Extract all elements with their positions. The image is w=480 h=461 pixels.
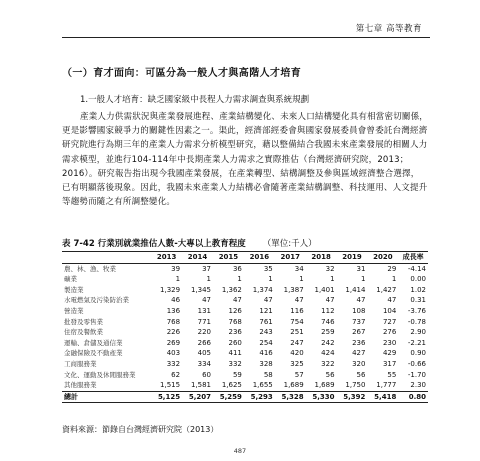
value-cell: 236 (228, 328, 242, 337)
employment-table (62, 251, 428, 403)
value-cell: 1,625 (221, 381, 242, 390)
value-cell: 259 (321, 328, 335, 337)
value-cell: 56 (325, 370, 335, 379)
value-cell: 328 (259, 359, 273, 368)
value-cell: 1 (206, 275, 211, 284)
value-cell: 416 (259, 349, 273, 358)
value-cell: 0.00 (410, 275, 426, 284)
header-cell: 2015 (218, 253, 239, 261)
value-cell: 236 (352, 338, 366, 347)
row-label-cell: 農、林、漁、牧業 (64, 264, 116, 273)
table-row (62, 380, 428, 391)
value-cell: 57 (294, 370, 304, 379)
table-row (62, 317, 428, 328)
value-cell: 47 (202, 296, 211, 305)
table-title (62, 237, 317, 249)
section-heading: （一）育才面向：可區分為一般人才與高階人才培育 (62, 68, 302, 79)
table-row (62, 338, 428, 349)
header-cell: 2014 (187, 253, 208, 261)
value-cell: 254 (259, 338, 273, 347)
header-cell: 成長率 (402, 253, 424, 261)
value-cell: 37 (202, 264, 211, 273)
value-cell: 737 (352, 317, 366, 326)
value-cell: 1,329 (160, 285, 181, 294)
value-cell: 1,374 (252, 285, 273, 294)
table-row (62, 263, 428, 274)
value-cell: 5,259 (219, 392, 242, 401)
value-cell: 121 (259, 306, 273, 315)
value-cell: 47 (232, 296, 242, 305)
value-cell: 230 (382, 338, 397, 347)
value-cell: 55 (387, 370, 397, 379)
header-cell: 2013 (156, 253, 177, 261)
row-label-cell: 文化、運動及休閒服務業 (64, 370, 136, 379)
value-cell: 131 (197, 306, 211, 315)
row-label-cell: 工商服務業 (64, 359, 97, 368)
value-cell: 247 (290, 338, 304, 347)
value-cell: 108 (352, 306, 366, 315)
value-cell: 768 (166, 317, 181, 326)
table-row (62, 306, 428, 317)
value-cell: 0.80 (408, 392, 426, 401)
value-cell: 332 (166, 359, 181, 368)
value-cell: 136 (166, 306, 181, 315)
value-cell: 0.31 (410, 296, 426, 305)
value-cell: 56 (356, 370, 366, 379)
value-cell: 5,328 (281, 392, 304, 401)
value-cell: 104 (382, 306, 397, 315)
value-cell: 1,689 (283, 381, 304, 390)
row-label-cell: 總計 (64, 392, 78, 401)
value-cell: 112 (321, 306, 335, 315)
value-cell: 260 (228, 338, 242, 347)
table-row (62, 348, 428, 359)
value-cell: 5,392 (343, 392, 366, 401)
value-cell: 405 (197, 349, 211, 358)
value-cell: 5,330 (312, 392, 335, 401)
sub-heading: 1.一般人才培育：缺乏國家級中長程人力需求調查與系統規劃 (80, 95, 310, 105)
table-row (62, 295, 428, 306)
value-cell: 36 (232, 264, 242, 273)
header-cell: 2016 (249, 253, 270, 261)
value-cell: 1 (360, 275, 366, 284)
row-label-cell: 其他服務業 (64, 381, 97, 390)
page-number: 487 (233, 447, 247, 455)
value-cell: 126 (228, 306, 242, 315)
row-label-cell: 水電燃氣及污染防治業 (64, 296, 129, 305)
value-cell: 47 (325, 296, 335, 305)
value-cell: 754 (290, 317, 304, 326)
value-cell: 276 (382, 328, 397, 337)
row-label-cell: 運輸、倉儲及通信業 (64, 338, 123, 347)
value-cell: 1,362 (221, 285, 242, 294)
value-cell: 1.02 (410, 285, 426, 294)
value-cell: 320 (352, 359, 366, 368)
value-cell: 269 (166, 338, 181, 347)
value-cell: 746 (321, 317, 335, 326)
table-row (62, 285, 428, 296)
value-cell: 727 (382, 317, 397, 326)
value-cell: 32 (325, 264, 335, 273)
value-cell: 47 (356, 296, 366, 305)
value-cell: 1,689 (314, 381, 335, 390)
value-cell: 242 (321, 338, 335, 347)
header-cell: 2018 (311, 253, 331, 261)
value-cell: 322 (321, 359, 335, 368)
value-cell: 325 (290, 359, 304, 368)
value-cell: 1 (237, 275, 242, 284)
value-cell: 5,418 (374, 392, 397, 401)
value-cell: 403 (166, 349, 181, 358)
table-title-text: 表 7-42 行業別就業推估人數-大專以上教育程度 (62, 239, 246, 249)
value-cell: 1,401 (314, 285, 335, 294)
value-cell: 251 (290, 328, 304, 337)
body-paragraph: 產業人力供需狀況與產業發展進程、產業結構變化、未來人口結構變化具有相當密切關係，更是影響國家競爭力的關鍵性因素之一。渠此，經濟部經委會與國家發展委員會曾委託台灣經濟研究院進行為期三年的產業人力需求分析模型研究，藉以整備結合我國未來產業發展的相關人力需求模型，並進行104-114年中長期產業人力需求之實際推估（台灣經濟研究院，2013；2016）。研究報告指出現今我國產業發展，在產業轉型、結構調整及參與區域經濟整合選擇，已有明顯落後現象。因此，我國未來產業人力結構必會隨著產業結構調整、科技運用、人文提升等趨勢而隨之有所調整變化。 (62, 112, 429, 208)
value-cell: 1 (175, 275, 181, 284)
value-cell: 420 (290, 349, 304, 358)
value-cell: -1.70 (407, 370, 426, 379)
value-cell: 34 (294, 264, 304, 273)
value-cell: 266 (197, 338, 211, 347)
value-cell: 1,387 (283, 285, 304, 294)
value-cell: 1 (299, 275, 304, 284)
row-label-cell: 批發及零售業 (64, 317, 103, 326)
header-rule (62, 37, 430, 38)
value-cell: 424 (321, 349, 335, 358)
value-cell: 58 (263, 370, 273, 379)
table-body (62, 263, 428, 403)
value-cell: 60 (202, 370, 211, 379)
header-cell: 2019 (342, 253, 362, 261)
value-cell: 243 (259, 328, 273, 337)
table-row (62, 370, 428, 381)
value-cell: 2.90 (410, 328, 426, 337)
value-cell: 761 (259, 317, 273, 326)
value-cell: 1,345 (190, 285, 211, 294)
value-cell: 0.90 (410, 349, 426, 358)
value-cell: 768 (228, 317, 242, 326)
value-cell: 47 (294, 296, 304, 305)
value-cell: -0.66 (407, 359, 426, 368)
value-cell: 47 (387, 296, 397, 305)
row-label-cell: 營造業 (64, 306, 84, 315)
value-cell: -0.78 (407, 317, 426, 326)
table-header-row (62, 252, 428, 264)
value-cell: 39 (171, 264, 181, 273)
value-cell: 59 (232, 370, 242, 379)
header-cell: 2017 (280, 253, 300, 261)
table-total-row (62, 391, 428, 403)
value-cell: 62 (171, 370, 181, 379)
value-cell: 46 (171, 296, 181, 305)
value-cell: 317 (382, 359, 397, 368)
value-cell: 116 (290, 306, 304, 315)
row-label-cell: 製造業 (64, 285, 84, 294)
value-cell: -2.21 (407, 338, 426, 347)
value-cell: 334 (197, 359, 211, 368)
value-cell: 35 (263, 264, 273, 273)
table-row (62, 359, 428, 370)
value-cell: 29 (387, 264, 397, 273)
value-cell: 1,427 (376, 285, 397, 294)
value-cell: 427 (352, 349, 366, 358)
value-cell: 5,125 (157, 392, 181, 401)
value-cell: 47 (263, 296, 273, 305)
value-cell: 1,414 (345, 285, 366, 294)
row-label-cell: 金融保險及不動產業 (64, 349, 123, 358)
value-cell: 1 (268, 275, 273, 284)
value-cell: 1,750 (345, 381, 366, 390)
value-cell: 1 (330, 275, 335, 284)
value-cell: 267 (352, 328, 366, 337)
value-cell: -3.76 (407, 306, 426, 315)
value-cell: 1,655 (252, 381, 273, 390)
value-cell: 226 (166, 328, 181, 337)
header-cell: 2020 (373, 253, 393, 261)
value-cell: 5,293 (250, 392, 273, 401)
value-cell: 2.30 (410, 381, 426, 390)
value-cell: 1 (391, 275, 397, 284)
value-cell: 1,581 (190, 381, 211, 390)
value-cell: 429 (382, 349, 397, 358)
value-cell: 220 (197, 328, 211, 337)
value-cell: 31 (356, 264, 366, 273)
table-row (62, 274, 428, 285)
value-cell: 771 (197, 317, 211, 326)
row-label-cell: 礦業 (64, 275, 77, 284)
value-cell: 1,515 (160, 381, 181, 390)
table-row (62, 327, 428, 338)
chapter-header: 第七章 高等教育 (355, 24, 422, 34)
value-cell: 411 (228, 349, 242, 358)
row-label-cell: 住宿及餐飲業 (64, 328, 103, 337)
value-cell: 332 (228, 359, 242, 368)
value-cell: 5,207 (188, 392, 211, 401)
source-note: 資料來源：節錄自台灣經濟研究院（2013） (62, 425, 219, 434)
header-cell (62, 252, 151, 264)
value-cell: -4.14 (407, 264, 426, 273)
value-cell: 1,777 (376, 381, 397, 390)
table-unit: （單位:千人） (262, 239, 317, 249)
